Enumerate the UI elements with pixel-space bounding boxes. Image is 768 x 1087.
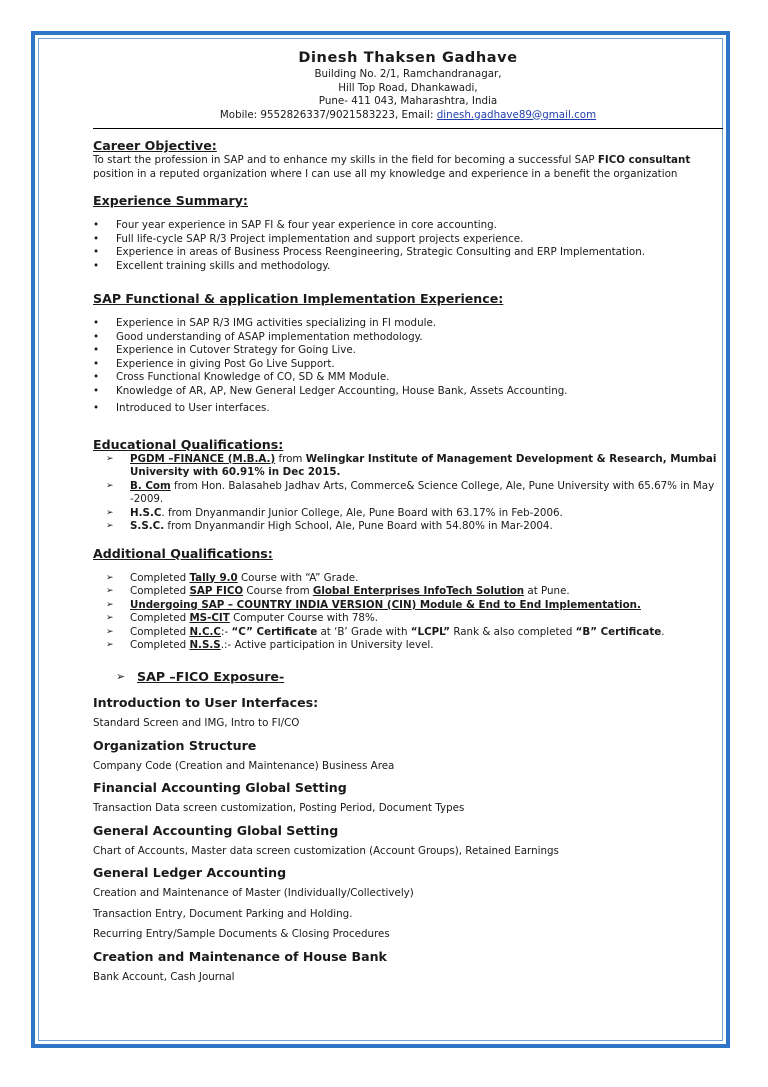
bullet-icon: • [93, 259, 100, 272]
item-highlight: Tally 9.0 [189, 571, 238, 584]
bullet-icon: • [93, 317, 100, 329]
item-text: :- [221, 625, 232, 638]
degree-title: H.S.C [130, 506, 162, 519]
list-item [93, 480, 723, 507]
bullet-icon: • [93, 246, 100, 258]
topic-line: Recurring Entry/Sample Documents & Closing Procedures [93, 928, 390, 940]
exposure-topic [93, 823, 723, 859]
topic-line: Transaction Entry, Document Parking and Holding. [93, 907, 353, 920]
career-objective-section [93, 138, 723, 181]
degree-institution: Welingkar Institute of Management Development & Research, Mumbai University with 60.91% in Dec 2015. [130, 452, 717, 478]
item-bold: “C” Certificate [231, 625, 318, 638]
item-text: at Pune. [524, 585, 570, 597]
arrow-bullet-icon: ➢ [106, 640, 114, 650]
arrow-bullet-icon: ➢ [116, 669, 126, 683]
item-text: Course with “A” Grade. [237, 571, 359, 584]
arrow-bullet-icon: ➢ [106, 507, 114, 518]
career-text-part2: position in a reputed organization where I can use all my knowledge and experience in a benefit the organization [93, 167, 678, 180]
topic-title: Financial Accounting Global Setting [93, 780, 347, 795]
bullet-icon: • [93, 232, 100, 245]
list-item [93, 402, 723, 416]
arrow-bullet-icon: ➢ [106, 521, 114, 531]
list-item [93, 585, 723, 599]
item-text: .:- Active participation in University level. [220, 639, 434, 651]
topic-title: Organization Structure [93, 737, 257, 753]
degree-title: S.S.C. [130, 520, 165, 532]
item-text: Course from [243, 585, 313, 597]
item-highlight: N.C.C [189, 625, 221, 638]
list-item-text: Knowledge of AR, AP, New General Ledger Accounting, House Bank, Assets Accounting. [116, 384, 568, 397]
sap-fico-exposure-section [93, 670, 723, 985]
topic-title: Introduction to User Interfaces: [93, 695, 319, 710]
list-item [93, 626, 723, 640]
item-text: Completed [130, 639, 190, 651]
list-item-text: Experience in giving Post Go Live Support. [116, 357, 335, 370]
address-line-3: Pune- 411 043, Maharashtra, India [318, 95, 498, 107]
item-bold: “LCPL” [410, 625, 451, 638]
arrow-bullet-icon: ➢ [106, 586, 114, 596]
degree-title: B. Com [130, 479, 171, 492]
career-objective-text [93, 154, 723, 181]
bullet-icon: • [93, 344, 100, 356]
item-highlight: N.S.S [189, 639, 221, 651]
list-item-text: Excellent training skills and methodology. [116, 259, 331, 272]
exposure-topic [93, 738, 723, 774]
education-section [93, 437, 723, 534]
item-highlight: Undergoing SAP – COUNTRY INDIA VERSION (CIN) Module & End to End Implementation. [130, 598, 641, 611]
list-item [93, 507, 723, 521]
topic-line: Creation and Maintenance of Master (Individually/Collectively) [93, 887, 414, 899]
item-text: Completed [130, 571, 190, 584]
list-item [93, 385, 723, 399]
career-objective-heading: Career Objective: [93, 138, 217, 153]
item-text: . [661, 625, 665, 638]
item-text: Completed [130, 612, 190, 624]
career-text-part1: To start the profession in SAP and to enhance my skills in the field for becoming a successful SAP [93, 154, 598, 166]
sap-functional-heading: SAP Functional & application Implementation Experience: [93, 291, 504, 306]
item-text: at ‘B’ Grade with [317, 625, 411, 638]
item-bold: “B” Certificate [575, 625, 662, 638]
topic-line: Bank Account, Cash Journal [93, 970, 235, 983]
list-item [93, 572, 723, 586]
arrow-bullet-icon: ➢ [106, 613, 114, 623]
degree-detail: from [275, 452, 306, 465]
list-item [93, 219, 723, 233]
exposure-topic [93, 780, 723, 816]
list-item [93, 331, 723, 345]
degree-title: PGDM –FINANCE (M.B.A.) [130, 452, 276, 465]
arrow-bullet-icon: ➢ [106, 453, 114, 464]
sap-functional-list [93, 317, 723, 416]
item-highlight: SAP FICO [189, 585, 244, 597]
list-item [93, 639, 723, 653]
list-item [93, 520, 723, 534]
topic-line: Transaction Data screen customization, Posting Period, Document Types [93, 802, 465, 814]
list-item-text: Cross Functional Knowledge of CO, SD & MM Module. [116, 371, 390, 383]
career-text-bold: FICO consultant [597, 154, 691, 166]
list-item-text: Full life-cycle SAP R/3 Project implementation and support projects experience. [116, 232, 524, 245]
item-text: Completed [130, 625, 190, 638]
list-item [93, 260, 723, 274]
list-item [93, 371, 723, 385]
topic-title: General Accounting Global Setting [93, 822, 339, 838]
list-item [93, 317, 723, 331]
item-text: Completed [130, 585, 190, 597]
exposure-heading-text: SAP –FICO Exposure- [137, 668, 285, 684]
list-item [93, 453, 723, 480]
list-item [93, 612, 723, 626]
education-list [93, 453, 723, 534]
sap-functional-section [93, 291, 723, 416]
list-item-text: Introduced to User interfaces. [116, 402, 270, 414]
item-text: Computer Course with 78%. [229, 612, 379, 624]
additional-list [93, 572, 723, 653]
list-item [93, 358, 723, 372]
topic-line: Chart of Accounts, Master data screen customization (Account Groups), Retained Earnings [93, 844, 559, 857]
additional-qualifications-heading: Additional Qualifications: [93, 545, 273, 561]
arrow-bullet-icon: ➢ [106, 480, 114, 491]
arrow-bullet-icon: ➢ [106, 599, 114, 610]
item-highlight: Global Enterprises InfoTech Solution [312, 585, 525, 597]
header-divider [93, 128, 723, 129]
list-item-text: Experience in areas of Business Process Reengineering, Strategic Consulting and ERP Implementation. [116, 246, 645, 258]
arrow-bullet-icon: ➢ [106, 626, 114, 637]
exposure-topic [93, 949, 723, 985]
exposure-heading [93, 670, 723, 684]
bullet-icon: • [93, 402, 100, 414]
list-item [93, 233, 723, 247]
address-line-1: Building No. 2/1, Ramchandranagar, [314, 68, 502, 80]
bullet-icon: • [93, 219, 100, 231]
topic-title: Creation and Maintenance of House Bank [93, 948, 387, 964]
degree-detail: . from Dnyanmandir Junior College, Ale, Pune Board with 63.17% in Feb-2006. [161, 506, 563, 519]
experience-summary-heading: Experience Summary: [93, 193, 248, 208]
resume-header [93, 48, 723, 122]
email-link[interactable]: dinesh.gadhave89@gmail.com [436, 108, 597, 121]
exposure-topic [93, 695, 723, 731]
contact-phone: Mobile: 9552826337/9021583223, Email: [219, 108, 437, 121]
list-item [93, 246, 723, 260]
resume-content [93, 48, 723, 984]
arrow-bullet-icon: ➢ [106, 572, 114, 583]
degree-detail: from Hon. Balasaheb Jadhav Arts, Commerce& Science College, Ale, Pune University with 65.67% in May -2009. [130, 479, 715, 505]
item-highlight: MS-CIT [189, 612, 230, 624]
item-text: Rank & also completed [450, 625, 576, 638]
list-item [93, 344, 723, 358]
degree-detail: from Dnyanmandir High School, Ale, Pune Board with 54.80% in Mar-2004. [164, 520, 553, 532]
topic-line: Company Code (Creation and Maintenance) Business Area [93, 759, 395, 772]
exposure-topic [93, 865, 723, 942]
bullet-icon: • [93, 330, 100, 343]
list-item [93, 599, 723, 613]
address-line-2: Hill Top Road, Dhankawadi, [338, 81, 478, 94]
list-item-text: Good understanding of ASAP implementation methodology. [116, 330, 423, 343]
candidate-name: Dinesh Thaksen Gadhave [298, 50, 518, 66]
bullet-icon: • [93, 384, 100, 397]
education-heading: Educational Qualifications: [93, 436, 284, 452]
bullet-icon: • [93, 371, 100, 383]
experience-list [93, 219, 723, 273]
bullet-icon: • [93, 357, 100, 370]
additional-qualifications-section [93, 546, 723, 653]
experience-summary-section [93, 193, 723, 273]
contact-line [93, 109, 723, 123]
list-item-text: Experience in Cutover Strategy for Going Live. [116, 344, 356, 356]
topic-title: General Ledger Accounting [93, 865, 287, 880]
list-item-text: Experience in SAP R/3 IMG activities specializing in FI module. [116, 317, 437, 329]
list-item-text: Four year experience in SAP FI & four year experience in core accounting. [116, 219, 497, 231]
topic-line: Standard Screen and IMG, Intro to FI/CO [93, 717, 300, 729]
